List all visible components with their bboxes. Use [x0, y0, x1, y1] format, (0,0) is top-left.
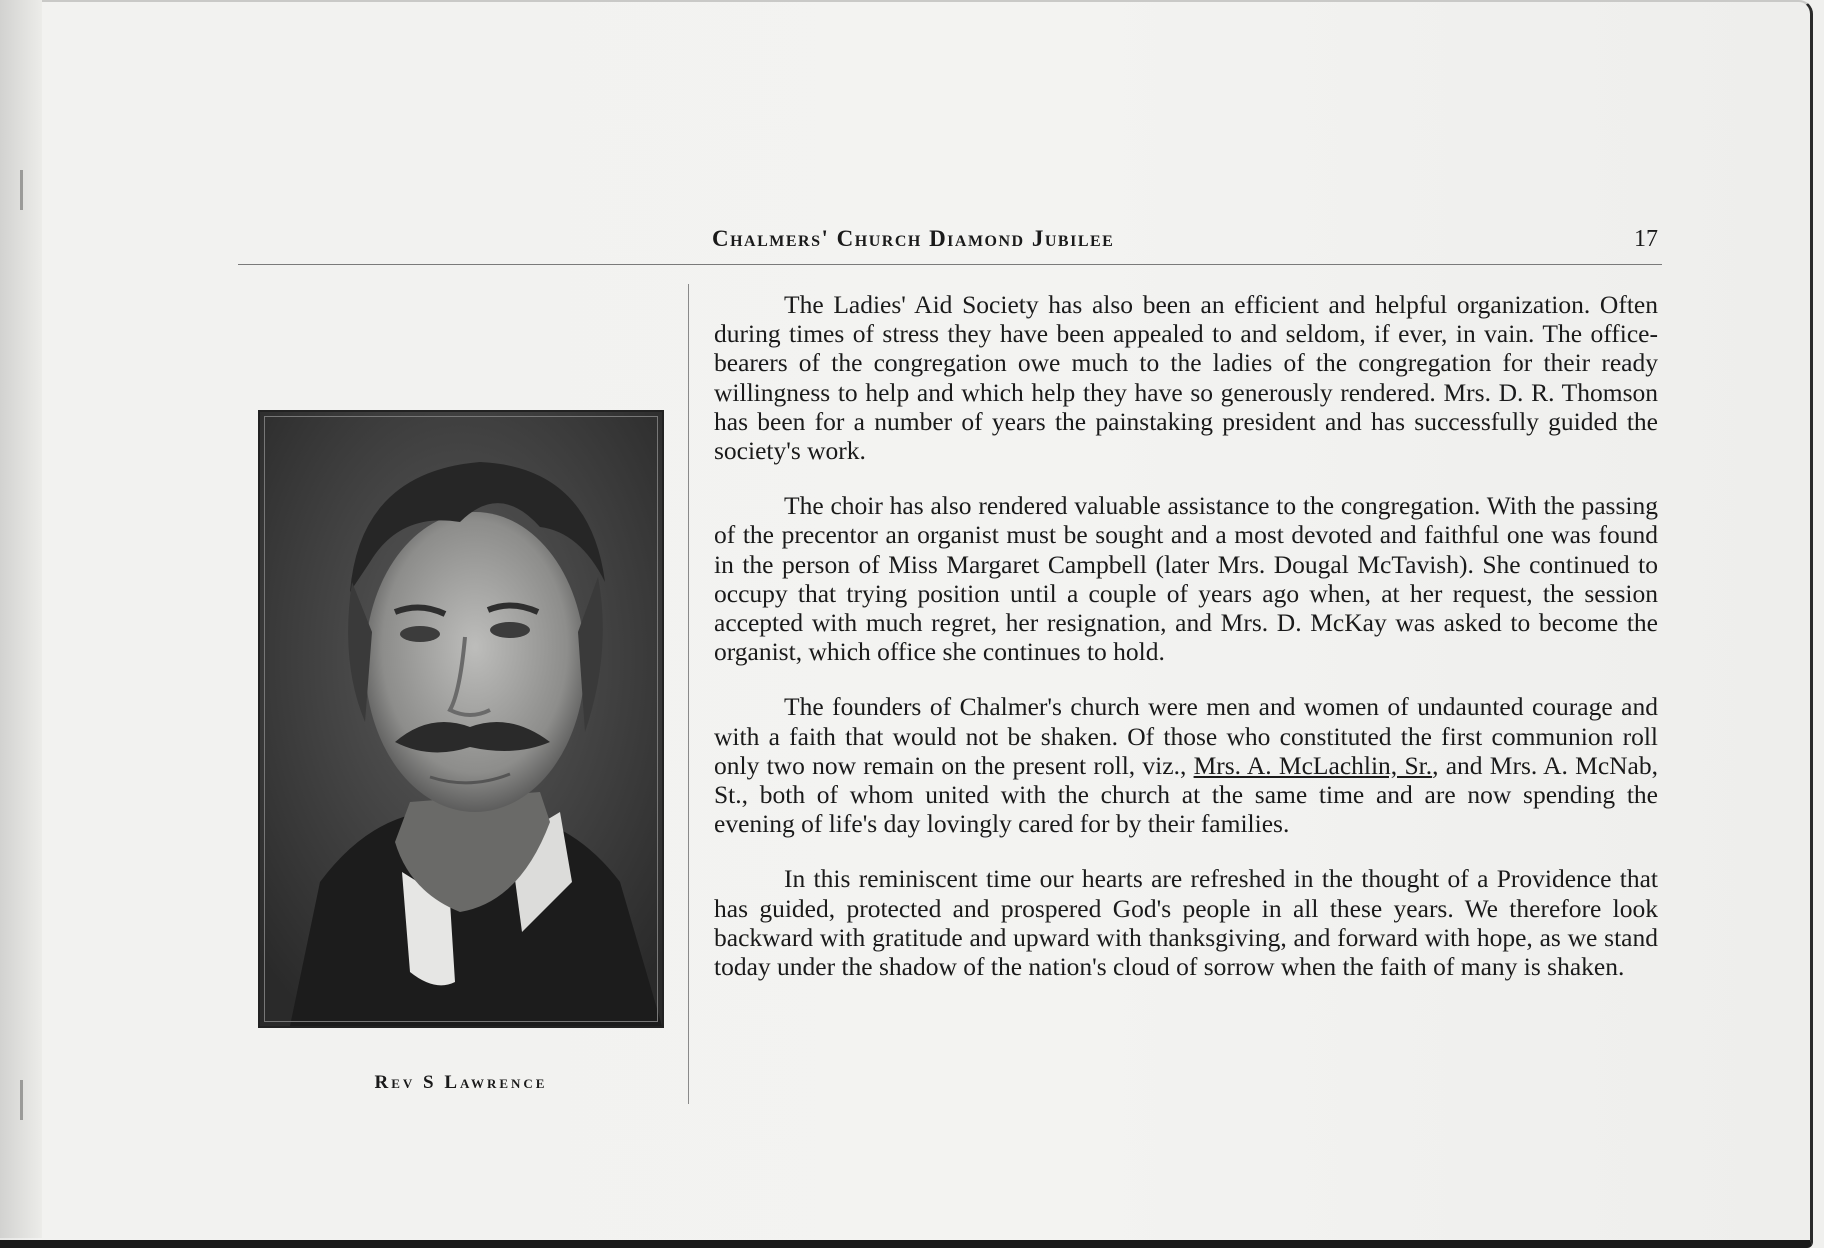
portrait-inner-border: [264, 416, 658, 1022]
page-number: 17: [1634, 226, 1658, 252]
paragraph: [714, 692, 1658, 838]
running-title: Chalmers' Church Diamond Jubilee: [712, 226, 1115, 251]
paragraph: In this reminiscent time our hearts are refreshed in the thought of a Providence that has guided, protected and prospered God's people in all these years. We therefore look backward with gratitude and upward with thanksgiving, and forward with hope, as we stand today under the shadow of the nation's cloud of sorrow when the faith of many is shaken.: [714, 864, 1658, 982]
portrait-photo: [258, 410, 664, 1028]
underlined-name: Mrs. A. McLachlin, Sr.: [1193, 750, 1433, 780]
paragraph-text: The founders of Chalmer's church were men and women of undaunted courage and with a faith that would not be shaken. Of those who constituted the first communion roll only two now remain on the present roll, viz.,: [714, 692, 1658, 780]
running-header: [238, 222, 1662, 265]
binding-mark: [20, 170, 23, 210]
article-body: [714, 290, 1658, 1007]
portrait-caption: Rev S Lawrence: [374, 1072, 548, 1093]
paragraph-text: , and Mrs. A. McNab, St., both of whom united with the church at the same time and are now spending the evening of life's day lovingly cared for by their families.: [714, 750, 1659, 839]
column-divider: [688, 284, 689, 1104]
paragraph: The Ladies' Aid Society has also been an efficient and helpful organization. Often during times of stress they have been appealed to and seldom, if ever, in vain. The office-bearers of the congregation owe much to the ladies of the congregation for their ready willingness to help and which help they have so generously rendered. Mrs. D. R. Thomson has been for a number of years the painstaking president and has successfully guided the society's work.: [714, 290, 1658, 466]
paragraph: The choir has also rendered valuable assistance to the congregation. With the passing of the precentor an organist must be sought and a most devoted and faithful one was found in the person of Miss Margaret Campbell (later Mrs. Dougal McTavish). She continued to occupy that trying position until a couple of years ago when, at her request, the session accepted with much regret, her resignation, and Mrs. D. McKay was asked to become the organist, which office she continues to hold.: [714, 491, 1658, 667]
binding-mark: [20, 1080, 23, 1120]
